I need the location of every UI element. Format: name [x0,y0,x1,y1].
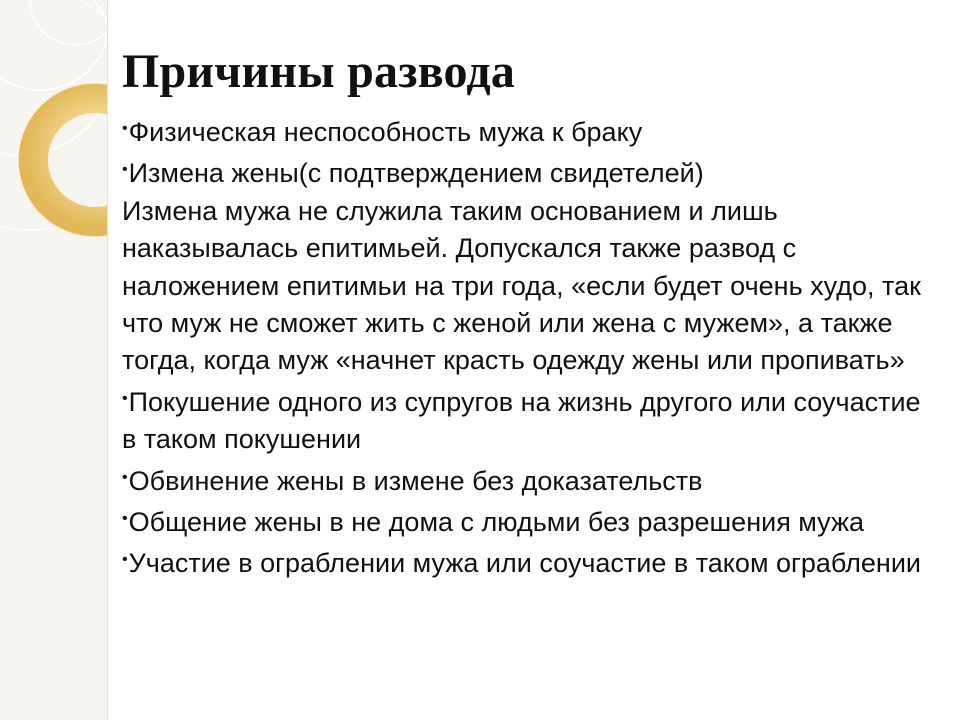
list-item [122,459,942,500]
bullet-icon: • [122,468,128,486]
bullet-icon: • [122,551,128,569]
list-item [122,500,942,541]
gold-ring-decoration-icon [0,0,107,720]
slide-body [122,110,942,583]
bullet-icon: • [122,120,128,137]
list-item-text: Обвинение жены в измене без доказательств [128,465,703,496]
list-item [122,151,942,192]
slide-title: Причины развода [122,45,516,98]
list-item [122,380,942,459]
list-item [122,541,942,582]
list-item-text: Общение жены в не дома с людьми без разрешения мужа [128,507,865,538]
list-item-text: Измена жены(с подтверждением свидетелей) [128,158,704,189]
bullet-icon: • [122,389,128,407]
body-paragraph: Измена мужа не служила таким основанием и лишь наказывалась епитимьей. Допускался также развод с наложением епитимьи на три года, «если будет очень худо, так что муж не сможет жить с женой или жена с мужем», а также тогда, когда муж «начнет красть одежду жены или пропивать» [122,195,921,376]
slide-content [122,44,942,583]
list-item-text: Физическая неспособность мужа к браку [128,117,643,147]
panel-divider [107,0,108,720]
bullet-icon: • [122,510,128,528]
left-decor-panel [0,0,107,720]
list-item-text: Покушение одного из супругов на жизнь другого или соучастие в таком покушении [122,386,921,455]
list-item [122,110,942,151]
list-item-text: Участие в ограблении мужа или соучастие в таком ограблении [128,548,921,579]
bullet-icon: • [122,161,128,179]
